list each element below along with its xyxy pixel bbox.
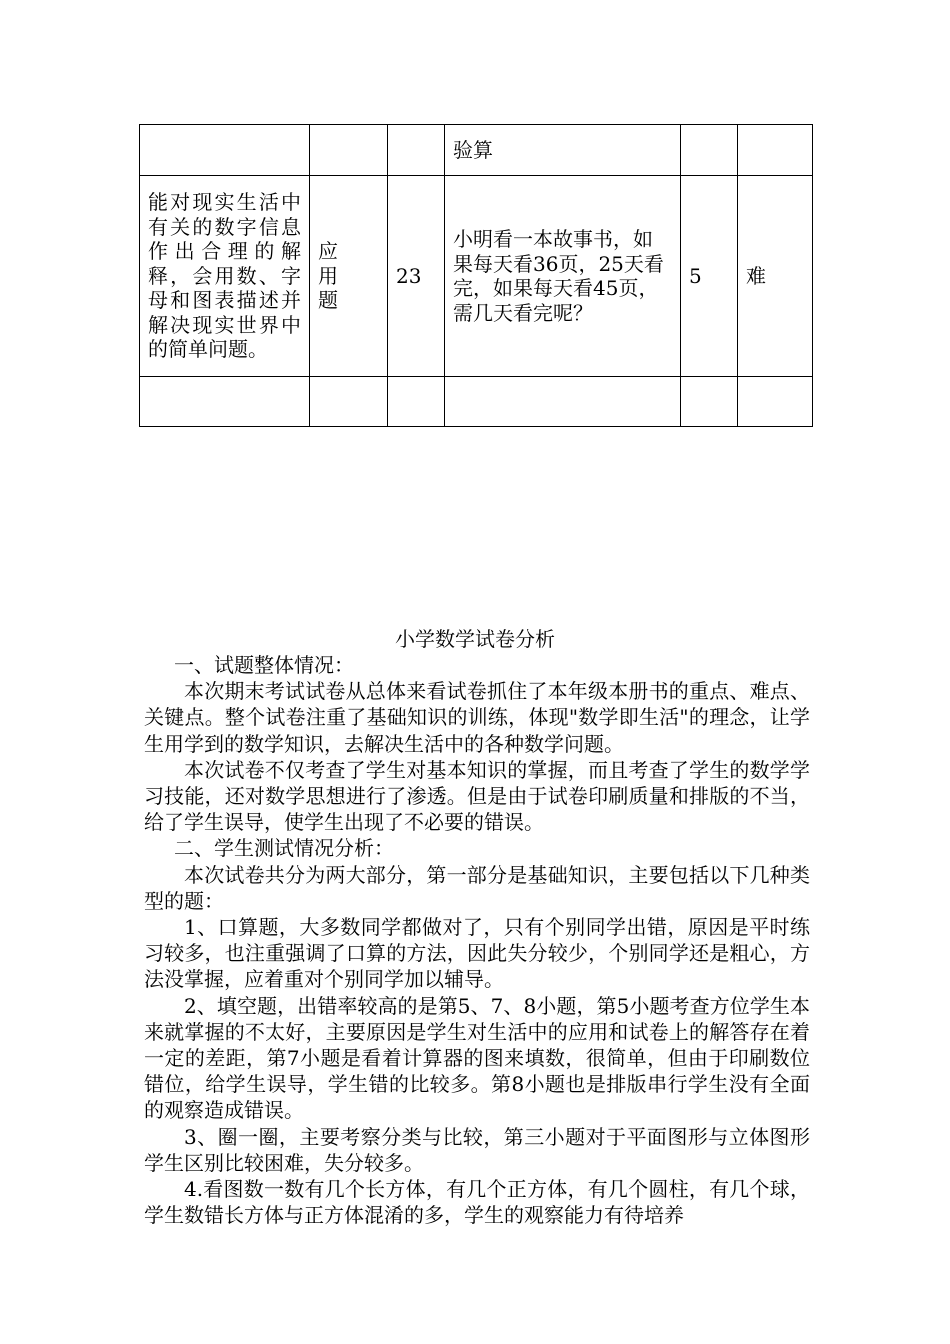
paragraph: 3、圈一圈，主要考察分类与比较，第三小题对于平面图形与立体图形学生区别比较困难，失分较多。 bbox=[144, 1124, 810, 1175]
paragraph: 1、口算题，大多数同学都做对了，只有个别同学出错，原因是平时练习较多，也注重强调了口算的方法，因此失分较少，个别同学还是粗心，方法没掌握，应着重对个别同学加以辅导。 bbox=[144, 915, 810, 992]
question-number-cell bbox=[388, 377, 445, 427]
question-content-cell: 小明看一本故事书，如果每天看36页，25天看完，如果每天看45页，需几天看完呢？ bbox=[445, 176, 681, 377]
section-heading: 一、试题整体情况： bbox=[174, 653, 354, 677]
exam-analysis-table bbox=[139, 124, 813, 427]
score-cell bbox=[681, 125, 738, 176]
difficulty-cell: 难 bbox=[738, 176, 813, 377]
question-type-cell bbox=[310, 125, 388, 176]
knowledge-cell bbox=[140, 125, 310, 176]
table-row bbox=[140, 125, 813, 176]
knowledge-cell: 能对现实生活中有关的数字信息作出合理的解释，会用数、字母和图表描述并解决现实世界中的简单问题。 bbox=[140, 176, 310, 377]
score-cell bbox=[681, 377, 738, 427]
score-cell: 5 bbox=[681, 176, 738, 377]
question-type-cell: 应用题 bbox=[310, 176, 388, 377]
table-row bbox=[140, 377, 813, 427]
document-body bbox=[144, 652, 810, 1228]
paragraph: 4.看图数一数有几个长方体，有几个正方体，有几个圆柱，有几个球，学生数错长方体与正方体混淆的多，学生的观察能力有待培养 bbox=[144, 1177, 810, 1228]
table-row bbox=[140, 176, 813, 377]
section-heading: 二、学生测试情况分析： bbox=[174, 836, 394, 861]
paragraph: 2、填空题，出错率较高的是第5、7、8小题，第5小题考查方位学生本来就掌握的不太好，主要原因是学生对生活中的应用和试卷上的解答存在着一定的差距，第7小题是看着计算器的图来填数，很简单，但由于印刷数位错位，给学生误导，学生错的比较多。第8小题也是排版串行学生没有全面的观察造成错误。 bbox=[144, 993, 810, 1123]
question-content-cell bbox=[445, 377, 681, 427]
document-title: 小学数学试卷分析 bbox=[395, 627, 555, 651]
paragraph: 本次期末考试试卷从总体来看试卷抓住了本年级本册书的重点、难点、关键点。整个试卷注重了基础知识的训练，体现"数学即生活"的理念，让学生用学到的数学知识，去解决生活中的各种数学问题。 bbox=[144, 679, 810, 756]
paragraph: 本次试卷不仅考查了学生对基本知识的掌握，而且考查了学生的数学学习技能，还对数学思想进行了渗透。但是由于试卷印刷质量和排版的不当，给了学生误导，使学生出现了不必要的错误。 bbox=[144, 757, 810, 835]
difficulty-cell bbox=[738, 125, 813, 176]
paragraph: 本次试卷共分为两大部分，第一部分是基础知识，主要包括以下几种类型的题： bbox=[144, 862, 810, 913]
question-content-cell: 验算 bbox=[445, 125, 681, 176]
question-number-cell: 23 bbox=[388, 176, 445, 377]
knowledge-cell bbox=[140, 377, 310, 427]
difficulty-cell bbox=[738, 377, 813, 427]
question-type-cell bbox=[310, 377, 388, 427]
question-number-cell bbox=[388, 125, 445, 176]
